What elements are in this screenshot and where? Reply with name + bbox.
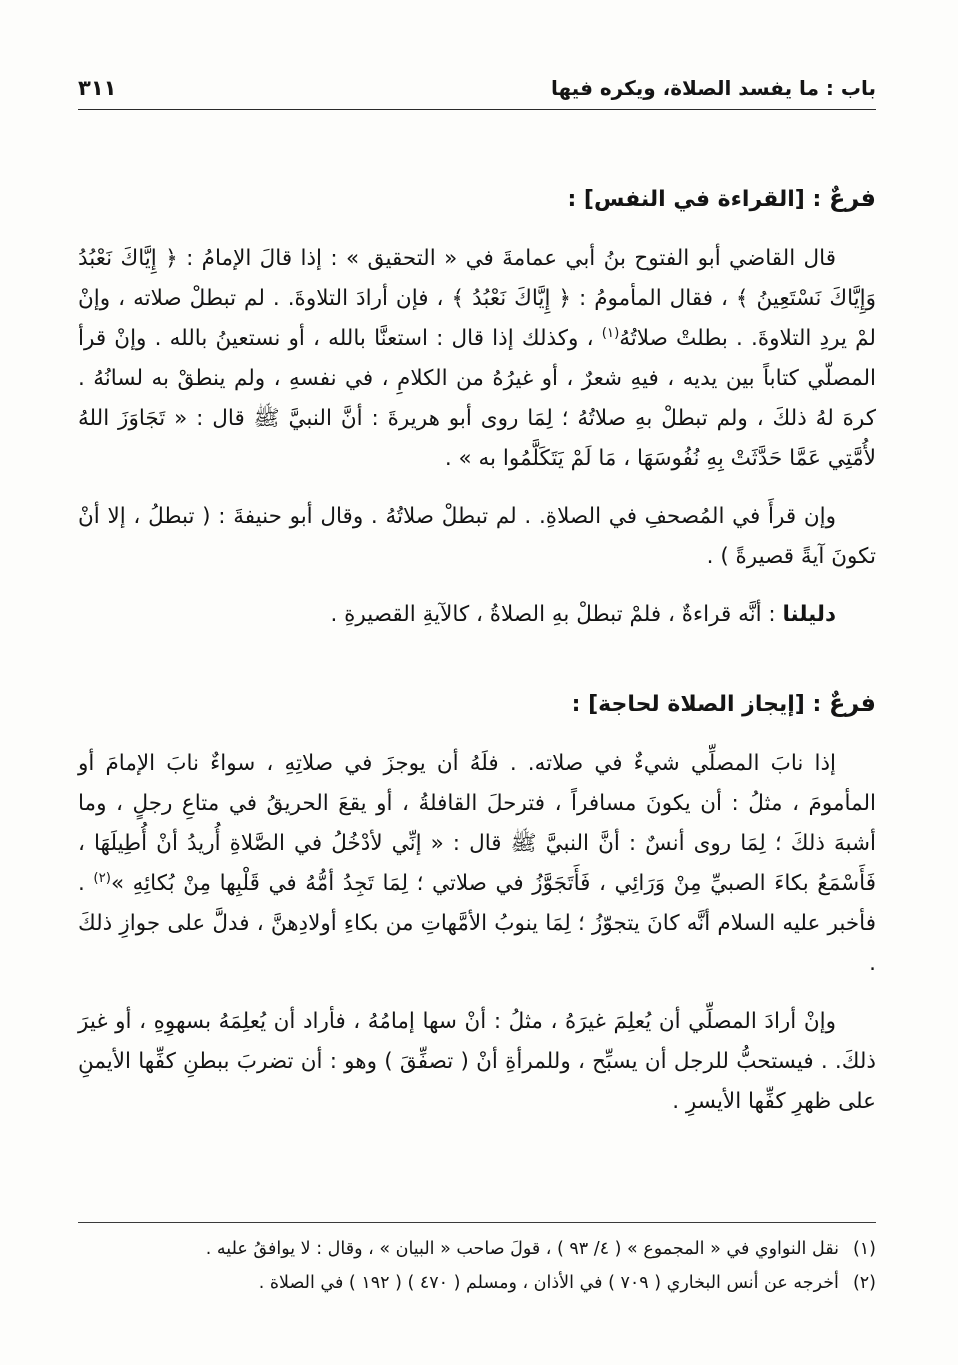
footnotes-section: [78, 1222, 876, 1302]
paragraph-1: [78, 239, 876, 479]
chapter-title: باب : ما يفسد الصلاة، ويكره فيها: [550, 76, 876, 100]
footnote-ref-1: (١): [601, 325, 620, 341]
dalil-lead-word: دليلنا: [782, 601, 836, 627]
footnote-2-text: أخرجه عن أنس البخاري ( ٧٠٩ ) في الأذان ، ومسلم ( ٤٧٠ ) ( ١٩٢ ) في الصلاة .: [258, 1273, 839, 1294]
page-header: [78, 76, 876, 100]
section-2-heading-text: : [إيجاز الصلاة لحاجة] :: [571, 691, 829, 717]
page-body: [78, 176, 876, 1122]
paragraph-2: وإن قرأَ في المُصحفِ في الصلاةِ. . لم تبطلْ صلاتُهُ . وقال أبو حنيفةَ : ( تبطلُ ، إلا أنْ تكونَ آيةً قصيرةً ) .: [78, 503, 876, 569]
paragraph-1-text-a: قال القاضي أبو الفتوح بنُ أبي عمامةَ في « التحقيق » : إذا قالَ الإمامُ : ﴿ إِيَّاكَ نَعْبُدُ وَإِيَّاكَ نَسْتَعِينُ ﴾ ، فقال المأمومُ : ﴿ إِيَّاكَ نَعْبُدُ ﴾ ، فإن أرادَ التلاوةَ. . لم تبطلْ صلاته ، وإنْ لمْ يردِ التلاوةَ. . بطلتْ صلاتُهُ: [78, 245, 876, 351]
dalil-text: : أنَّه قراءةٌ ، فلمْ تبطلْ بهِ الصلاةُ ، كالآيةِ القصيرةِ .: [330, 601, 783, 627]
paragraph-3-text-b: . فأخبر عليه السلام أنَّه كانَ يتجوّزُ ؛ لِمَا ينوبُ الأمَّهاتِ من بكاءِ أولادِهنَّ ، فدلَّ على جوازِ ذلكَ .: [78, 870, 876, 976]
footnote-2-number: (٢): [852, 1273, 876, 1294]
footnote-ref-2: (٢): [93, 870, 111, 886]
footnote-1-number: (١): [852, 1239, 876, 1259]
footnote-1-text: نقل النواوي في « المجموع » ( ٤/ ٩٣ ) ، قولَ صاحب « البيان » ، وقال : لا يوافقُ عليه .: [205, 1239, 839, 1259]
section-2-lead-word: فرعٌ: [828, 688, 876, 717]
page-number: ٣١١: [78, 76, 117, 100]
footnote-2: [78, 1267, 876, 1299]
footnote-divider: [78, 1222, 876, 1223]
paragraph-3: [78, 744, 876, 984]
section-heading-2: [78, 681, 876, 726]
header-divider: [78, 109, 876, 110]
section-1-heading-text: : [القراءة في النفس] :: [567, 187, 829, 212]
footnote-1: [78, 1233, 876, 1265]
paragraph-1-text-b: ، وكذلك إذا قال : استعنَّا بالله ، أو نستعينُ بالله . وإنْ قرأ المصلّي كتاباً بين يديه ، فيهِ شعرٌ ، أو غيرُهُ من الكلامِ ، في نفسهِ ، ولم ينطقْ به لسانُهُ . كرهَ لهُ ذلكَ ، ولم تبطلْ بهِ صلاتُهُ ؛ لِمَا روى أبو هريرةَ : أنَّ النبيَّ ﷺ قال : « تَجَاوَزَ اللهُ لأُمَّتِي عَمَّا حَدَّثَتْ بِهِ نُفُوسَهَا ، مَا لَمْ يَتَكَلَّمُوا به » .: [78, 325, 876, 471]
paragraph-4: وإنْ أرادَ المصلِّي أن يُعلِمَ غيرَهُ ، مثلُ : أنْ سها إمامُهُ ، فأراد أن يُعلِمَهُ بسهوِهِ ، أو غيرَ ذلكَ. . فيستحبُّ للرجل أن يسبِّح ، وللمرأةِ أنْ ( تصفِّقَ ) وهو : أن تضربَ ببطنِ كفِّها الأيمنِ على ظهرِ كفِّها الأيسرِ .: [78, 1008, 876, 1114]
paragraph-3-text-a: إذا نابَ المصلِّي شيءٌ في صلاته. . فلَهُ أن يوجزَ في صلاتِهِ ، سواءٌ نابَ الإمامَ أو المأمومَ ، مثلُ : أن يكونَ مسافراً ، فترحلَ القافلةُ ، أو يقعَ الحريقُ في متاعِ رجلٍ ، وما أشبهَ ذلكَ ؛ لِمَا روى أنسٌ : أنَّ النبيَّ ﷺ قال : « إنِّي لأدْخُلُ في الصَّلاةِ أُريدُ أنْ أُطِيلَهَا ، فَأَسْمَعُ بكاءَ الصبيِّ مِنْ وَرَائِي ، فَأَتَجَوَّزُ في صلاتي ؛ لِمَا تَجِدُ أمُّهُ في قَلْبِها مِنْ بُكائِهِ »: [78, 750, 876, 896]
section-1-lead-word: فرعٌ: [828, 184, 876, 212]
section-heading-1: [78, 176, 876, 221]
paragraph-dalil: [78, 595, 876, 635]
